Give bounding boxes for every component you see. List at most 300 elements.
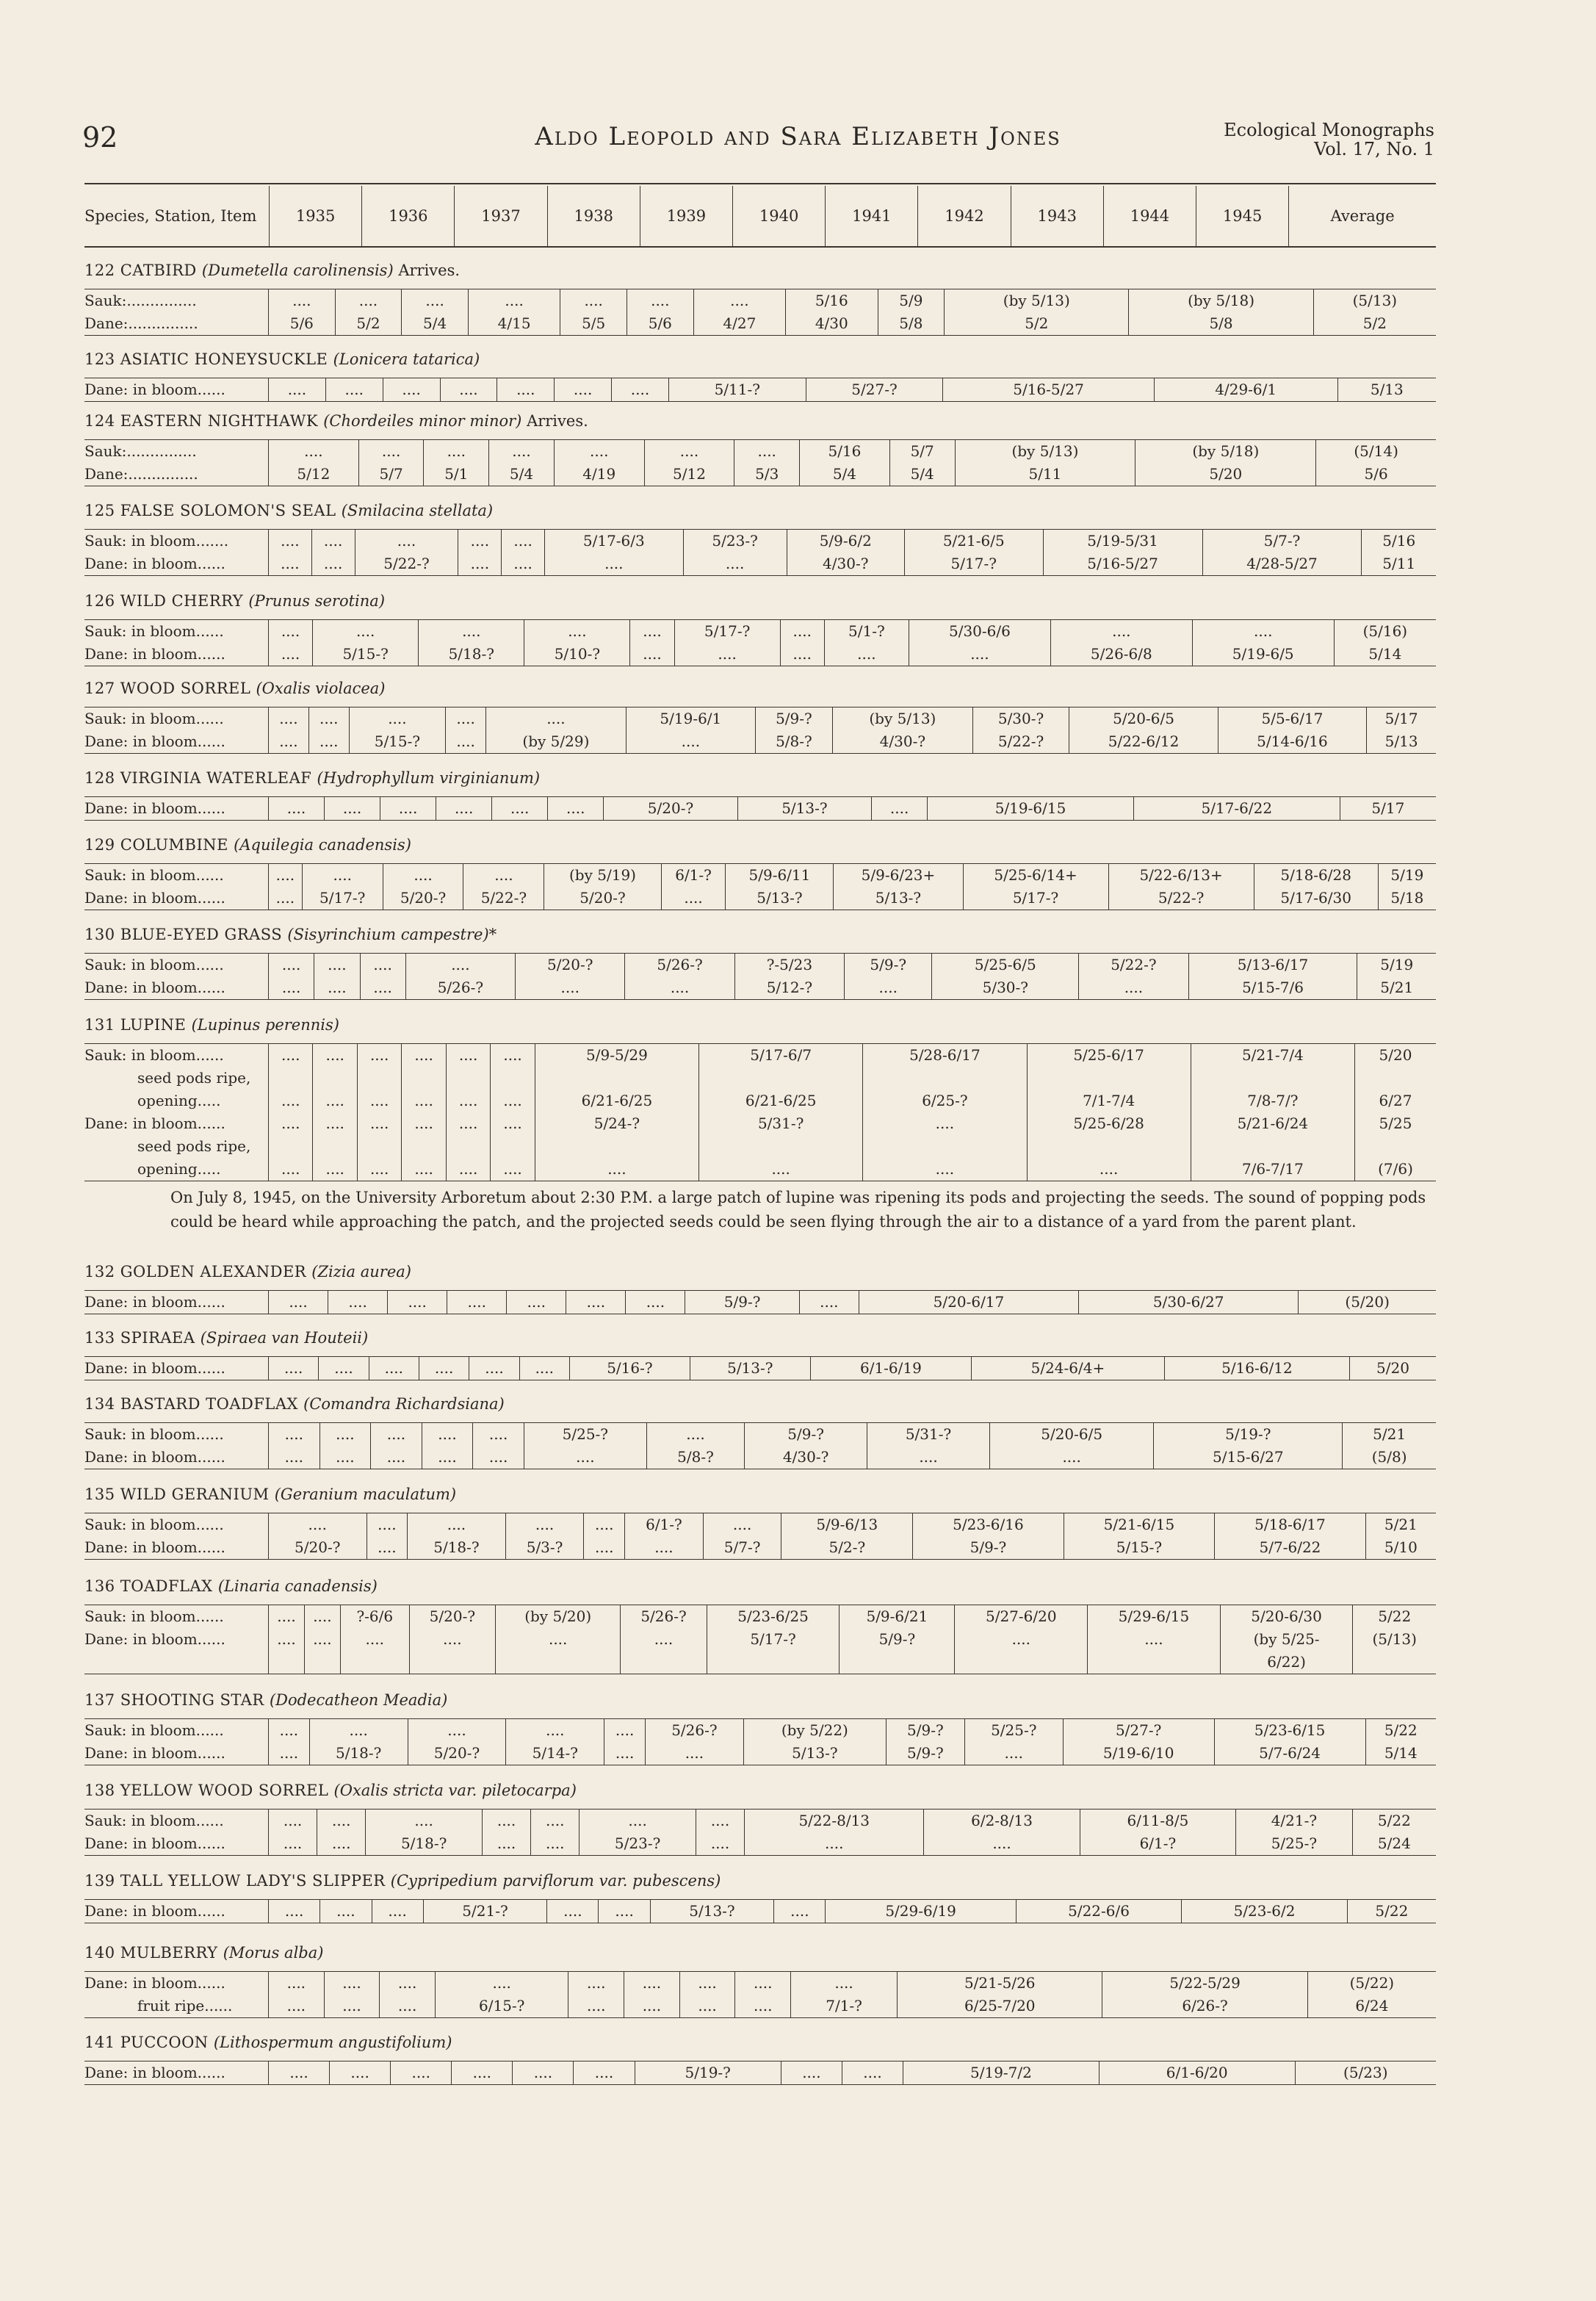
table-cell: ....: [408, 1719, 506, 1743]
species-heading: [84, 836, 1436, 854]
species-data-table: [84, 863, 1436, 910]
table-cell: 5/7-6/22: [1215, 1536, 1366, 1560]
column-header-1944: 1944: [1103, 186, 1196, 246]
species-scientific-name: (Lonicera tatarica): [333, 350, 480, 368]
table-cell: 4/30-?: [832, 730, 972, 754]
table-cell: 5/13-?: [650, 1900, 773, 1923]
table-cell: 5/13: [1367, 730, 1436, 754]
table-cell: 5/31-?: [699, 1112, 863, 1135]
table-cell: [839, 1651, 955, 1674]
row-label: Dane: in bloom......: [84, 889, 225, 907]
journal-info: [1224, 120, 1434, 159]
table-cell: [409, 1651, 495, 1674]
species-number: 131: [84, 1016, 120, 1034]
table-cell: 6/26-?: [1102, 1995, 1307, 2018]
table-cell: ....: [519, 1357, 569, 1380]
table-cell: ....: [366, 1536, 408, 1560]
table-cell: ....: [308, 730, 349, 754]
species-data-table: [84, 1513, 1436, 1560]
table-cell: ....: [402, 289, 469, 313]
table-cell: 5/9-?: [845, 954, 932, 977]
table-cell: 5/4: [489, 463, 555, 486]
table-cell: ....: [309, 1719, 408, 1743]
row-label: Dane: in bloom......: [84, 1448, 225, 1466]
table-cell: ....: [369, 1357, 419, 1380]
table-cell: ....: [419, 620, 524, 644]
row-label: Sauk:...............: [84, 292, 197, 309]
table-cell: ....: [422, 1446, 473, 1469]
column-header-row: [84, 186, 1436, 246]
table-cell: ....: [328, 1291, 388, 1314]
species-common-name: GOLDEN ALEXANDER: [120, 1263, 312, 1281]
species-common-name: BLUE-EYED GRASS: [120, 926, 288, 943]
table-cell: 5/9-?: [886, 1742, 964, 1765]
table-cell: ....: [683, 552, 787, 576]
table-cell: ....: [531, 1832, 579, 1856]
table-cell: ....: [625, 1536, 704, 1560]
table-row: [84, 1719, 1436, 1743]
table-cell: [863, 1135, 1027, 1158]
table-cell: 5/13-?: [737, 797, 871, 821]
table-cell: 5/25-6/5: [932, 954, 1079, 977]
table-cell: 5/26-?: [621, 1605, 707, 1629]
species-heading: [84, 2034, 1436, 2051]
species-heading: [84, 1016, 1436, 1034]
table-cell: ....: [863, 1158, 1027, 1181]
table-cell: ....: [269, 1719, 310, 1743]
table-cell: ....: [696, 1810, 744, 1833]
species-common-name: YELLOW WOOD SORREL: [120, 1782, 334, 1799]
table-cell: ....: [269, 1810, 317, 1833]
table-cell: 5/22: [1352, 1810, 1436, 1833]
table-cell: 5/10-?: [524, 643, 630, 666]
table-cell: [1027, 1135, 1191, 1158]
table-cell: (by 5/18): [1129, 289, 1313, 313]
table-row: [84, 1446, 1436, 1469]
table-cell: (by 5/20): [496, 1605, 621, 1629]
row-label: Dane: in bloom......: [84, 732, 225, 750]
table-cell: ....: [349, 707, 446, 731]
table-cell: 5/12-?: [734, 976, 844, 1000]
table-cell: ....: [380, 797, 436, 821]
table-cell: 6/2-8/13: [924, 1810, 1080, 1833]
species-common-name: WOOD SORREL: [120, 680, 256, 697]
species-number: 138: [84, 1782, 120, 1799]
species-scientific-name: (Prunus serotina): [248, 592, 386, 610]
row-label: Dane: in bloom......: [84, 1359, 225, 1377]
table-cell: 5/7-?: [703, 1536, 781, 1560]
column-header-1937: 1937: [455, 186, 547, 246]
table-row: [84, 552, 1436, 576]
table-cell: 5/14-6/16: [1218, 730, 1366, 754]
table-cell: ....: [402, 1044, 446, 1067]
table-cell: ....: [502, 530, 545, 553]
table-cell: [357, 1135, 401, 1158]
species-scientific-name: (Spiraea van Houteii): [200, 1329, 369, 1347]
column-header-1943: 1943: [1011, 186, 1103, 246]
table-cell: 5/26-?: [646, 1719, 744, 1743]
table-cell: (5/22): [1307, 1972, 1436, 1995]
table-cell: 5/13-?: [743, 1742, 886, 1765]
table-row: [84, 530, 1436, 553]
table-cell: ....: [492, 797, 548, 821]
table-cell: 5/25-6/17: [1027, 1044, 1191, 1067]
table-cell: (by 5/18): [1135, 440, 1316, 464]
table-row: [84, 1090, 1436, 1112]
table-cell: 5/13-?: [726, 887, 834, 910]
table-cell: ....: [693, 289, 785, 313]
table-cell: 5/5-6/17: [1218, 707, 1366, 731]
table-cell: ....: [269, 1044, 313, 1067]
table-cell: 5/20-?: [516, 954, 625, 977]
table-row: [84, 1513, 1436, 1537]
table-cell: ....: [313, 1112, 357, 1135]
species-heading: [84, 262, 1436, 279]
table-cell: 5/17-?: [904, 552, 1043, 576]
table-cell: ....: [357, 1090, 401, 1112]
species-scientific-name: (Sisyrinchium campestre): [287, 926, 489, 943]
table-cell: ....: [269, 1423, 320, 1447]
species-heading: [84, 1782, 1436, 1799]
table-cell: ....: [409, 1628, 495, 1651]
table-cell: ....: [845, 976, 932, 1000]
table-cell: ....: [446, 1158, 490, 1181]
row-label: Dane: in bloom......: [84, 1630, 225, 1648]
table-cell: [1088, 1651, 1221, 1674]
table-cell: ....: [574, 2061, 635, 2085]
table-cell: [402, 1135, 446, 1158]
table-row: [84, 864, 1436, 887]
table-cell: ....: [304, 1605, 340, 1629]
table-cell: ?-6/6: [340, 1605, 409, 1629]
table-row: [84, 707, 1436, 731]
table-cell: ....: [269, 976, 314, 1000]
table-cell: 5/30-6/6: [909, 620, 1050, 644]
table-cell: ....: [269, 1446, 320, 1469]
row-label: Sauk: in bloom......: [84, 622, 224, 640]
table-cell: ....: [745, 1832, 924, 1856]
species-number: 127: [84, 680, 120, 697]
species-number: 132: [84, 1263, 120, 1281]
table-cell: ....: [560, 289, 627, 313]
column-header-1936: 1936: [362, 186, 455, 246]
table-cell: 4/30-?: [745, 1446, 867, 1469]
table-cell: 5/25-?: [1236, 1832, 1353, 1856]
table-cell: [863, 1067, 1027, 1090]
table-cell: 5/27-?: [1063, 1719, 1214, 1743]
table-cell: ....: [269, 1158, 313, 1181]
table-cell: ....: [314, 976, 360, 1000]
row-label: fruit ripe......: [137, 1997, 233, 2014]
species-scientific-name: (Smilacina stellata): [341, 502, 494, 519]
table-cell: 5/27-?: [806, 378, 943, 402]
species-heading: [84, 1577, 1436, 1595]
species-data-table: [84, 1422, 1436, 1469]
table-cell: 5/9-6/11: [726, 864, 834, 887]
species-heading: [84, 926, 1436, 943]
table-cell: ....: [436, 797, 492, 821]
table-cell: 5/12: [269, 463, 359, 486]
table-cell: 5/29-6/15: [1088, 1605, 1221, 1629]
table-cell: ....: [604, 1742, 646, 1765]
table-row: [84, 463, 1436, 486]
table-cell: 5/25-6/28: [1027, 1112, 1191, 1135]
table-cell: 5/17: [1367, 707, 1436, 731]
row-label: Dane: in bloom......: [84, 979, 225, 996]
table-cell: 5/9-?: [839, 1628, 955, 1651]
table-cell: ....: [630, 620, 674, 644]
table-cell: ....: [735, 1995, 791, 2018]
row-label: Sauk: in bloom......: [84, 1607, 224, 1625]
table-cell: ....: [491, 1044, 535, 1067]
table-cell: 5/25-6/14+: [963, 864, 1108, 887]
row-label: Sauk: in bloom......: [84, 1425, 224, 1443]
table-cell: 5/13-?: [834, 887, 963, 910]
table-cell: ....: [579, 1810, 696, 1833]
table-row: [84, 730, 1436, 754]
table-cell: 7/8-7/?: [1191, 1090, 1354, 1112]
table-cell: 5/27-6/20: [955, 1605, 1088, 1629]
table-cell: [535, 1067, 698, 1090]
table-cell: ....: [408, 1513, 506, 1537]
table-cell: ....: [625, 976, 734, 1000]
table-cell: [313, 1135, 357, 1158]
table-cell: ....: [371, 1446, 422, 1469]
table-cell: ....: [340, 1628, 409, 1651]
table-row: [84, 1357, 1436, 1380]
table-cell: ....: [269, 730, 309, 754]
table-cell: [1191, 1067, 1354, 1090]
table-cell: 5/18-6/28: [1254, 864, 1378, 887]
table-cell: ....: [313, 1044, 357, 1067]
table-cell: ....: [646, 1742, 744, 1765]
table-cell: ....: [473, 1423, 524, 1447]
species-heading: [84, 350, 1436, 368]
table-cell: ....: [824, 643, 909, 666]
species-scientific-name: (Aquilegia canadensis): [234, 836, 411, 854]
species-heading: [84, 1944, 1436, 1962]
table-row: [84, 289, 1436, 313]
table-cell: 5/21-6/5: [904, 530, 1043, 553]
table-cell: ....: [313, 620, 419, 644]
table-cell: ....: [357, 1112, 401, 1135]
table-cell: 5/2: [945, 312, 1129, 336]
table-cell: ....: [955, 1628, 1088, 1651]
table-cell: 5/29-6/19: [826, 1900, 1016, 1923]
table-cell: [1353, 1651, 1436, 1674]
table-cell: 5/10: [1365, 1536, 1436, 1560]
table-cell: ....: [319, 1446, 371, 1469]
table-cell: 5/30-6/27: [1079, 1291, 1299, 1314]
table-cell: ....: [360, 954, 405, 977]
table-cell: 5/16-5/27: [943, 378, 1154, 402]
species-scientific-name: (Hydrophyllum virginianum): [317, 769, 541, 787]
table-cell: [1354, 1135, 1436, 1158]
species-common-name: WILD CHERRY: [120, 592, 249, 610]
table-cell: ....: [909, 643, 1050, 666]
species-heading: [84, 680, 1436, 697]
table-cell: (by 5/13): [832, 707, 972, 731]
table-cell: 5/20: [1350, 1357, 1436, 1380]
species-data-table: [84, 796, 1436, 821]
table-cell: [1354, 1067, 1436, 1090]
table-cell: 4/19: [554, 463, 644, 486]
table-cell: 5/23-6/25: [707, 1605, 839, 1629]
table-cell: 5/21: [1343, 1423, 1436, 1447]
table-row: [84, 1158, 1436, 1181]
row-label: Dane: in bloom......: [84, 1744, 225, 1762]
species-common-name: FALSE SOLOMON'S SEAL: [120, 502, 342, 519]
table-cell: ....: [661, 887, 726, 910]
table-row: [84, 976, 1436, 1000]
table-cell: ....: [545, 552, 684, 576]
table-cell: ....: [269, 887, 303, 910]
table-cell: 5/4: [889, 463, 955, 486]
table-cell: ....: [535, 1158, 698, 1181]
table-cell: 5/19-6/5: [1192, 643, 1334, 666]
table-cell: ....: [554, 440, 644, 464]
species-heading: [84, 502, 1436, 519]
table-cell: ....: [269, 1972, 325, 1995]
table-row: [84, 2061, 1436, 2085]
species-number: 124: [84, 412, 120, 430]
table-cell: ....: [269, 1291, 328, 1314]
table-cell: ....: [458, 530, 502, 553]
table-cell: [269, 1067, 313, 1090]
table-cell: ....: [491, 1112, 535, 1135]
table-cell: ....: [491, 1090, 535, 1112]
table-cell: 5/16: [800, 440, 890, 464]
table-row: [84, 1832, 1436, 1856]
table-cell: 6/25-7/20: [898, 1995, 1102, 2018]
table-cell: ....: [780, 620, 824, 644]
row-label: Dane:...............: [84, 314, 198, 332]
table-row: [84, 312, 1436, 336]
column-header-rule: [84, 246, 1436, 248]
table-cell: ....: [424, 440, 489, 464]
table-cell: 5/1-?: [824, 620, 909, 644]
table-cell: [1191, 1135, 1354, 1158]
column-header-1935: 1935: [270, 186, 362, 246]
table-cell: [269, 1651, 305, 1674]
table-cell: 6/25-?: [863, 1090, 1027, 1112]
table-cell: (5/23): [1295, 2061, 1436, 2085]
table-cell: ....: [313, 1158, 357, 1181]
table-cell: 6/1-6/20: [1099, 2061, 1295, 2085]
row-label: Sauk: in bloom......: [84, 1812, 224, 1829]
table-cell: (by 5/22): [743, 1719, 886, 1743]
table-cell: (5/13): [1353, 1628, 1436, 1651]
table-cell: ....: [402, 1158, 446, 1181]
species-number: 139: [84, 1872, 120, 1890]
species-scientific-name: (Zizia aurea): [311, 1263, 411, 1281]
table-cell: [707, 1651, 839, 1674]
table-cell: 5/3-?: [505, 1536, 584, 1560]
table-cell: 5/18-?: [309, 1742, 408, 1765]
table-cell: 5/25-?: [524, 1423, 646, 1447]
row-label: Dane: in bloom......: [84, 1974, 225, 1992]
table-cell: ....: [269, 2061, 330, 2085]
table-row: [84, 1067, 1436, 1090]
table-cell: 5/22-?: [1079, 954, 1188, 977]
table-cell: ....: [630, 643, 674, 666]
species-note: Arrives.: [521, 412, 588, 430]
table-cell: ....: [624, 1972, 680, 1995]
table-cell: 4/28-5/27: [1202, 552, 1362, 576]
table-cell: 5/28-6/17: [863, 1044, 1027, 1067]
table-cell: 4/21-?: [1236, 1810, 1353, 1833]
table-cell: ....: [269, 1900, 320, 1923]
table-cell: 5/19-7/2: [903, 2061, 1099, 2085]
table-cell: ....: [435, 1972, 568, 1995]
table-cell: ....: [482, 1832, 530, 1856]
species-scientific-name: (Comandra Richardsiana): [303, 1395, 505, 1413]
table-cell: ....: [269, 643, 313, 666]
table-cell: ....: [774, 1900, 826, 1923]
species-heading: [84, 592, 1436, 610]
table-cell: ....: [524, 620, 630, 644]
table-row: [84, 1995, 1436, 2018]
table-cell: 5/21: [1365, 1513, 1436, 1537]
table-cell: (by 5/25-: [1220, 1628, 1353, 1651]
species-scientific-name: (Lupinus perennis): [191, 1016, 339, 1034]
column-header-1942: 1942: [918, 186, 1011, 246]
row-label: seed pods ripe,: [137, 1069, 251, 1087]
table-row: [84, 1605, 1436, 1629]
table-cell: ....: [325, 378, 383, 402]
table-cell: 5/6: [627, 312, 694, 336]
table-cell: ....: [330, 2061, 391, 2085]
table-row: [84, 643, 1436, 666]
table-cell: ....: [366, 1513, 408, 1537]
table-cell: 5/19-?: [635, 2061, 781, 2085]
table-cell: 5/23-?: [683, 530, 787, 553]
table-cell: ....: [357, 1158, 401, 1181]
table-cell: 5/23-6/16: [913, 1513, 1064, 1537]
table-cell: ....: [402, 1090, 446, 1112]
table-cell: ....: [555, 378, 612, 402]
table-cell: ....: [402, 1112, 446, 1135]
table-cell: 5/11-?: [668, 378, 806, 402]
journal-name: Ecological Monographs: [1224, 120, 1434, 140]
table-cell: ....: [863, 1112, 1027, 1135]
species-number: 128: [84, 769, 120, 787]
species-common-name: PUCCOON: [120, 2034, 214, 2051]
table-cell: ....: [302, 864, 383, 887]
table-cell: 5/7-6/24: [1214, 1742, 1365, 1765]
table-cell: 6/1-?: [1080, 1832, 1235, 1856]
table-cell: 5/20-?: [604, 797, 737, 821]
table-cell: ....: [626, 730, 755, 754]
table-cell: 5/20-?: [408, 1742, 506, 1765]
table-cell: ....: [324, 1972, 380, 1995]
table-row: [84, 1651, 1436, 1674]
table-cell: 5/20-6/17: [859, 1291, 1078, 1314]
table-cell: ....: [335, 289, 402, 313]
table-cell: ....: [964, 1742, 1063, 1765]
table-cell: ....: [311, 552, 355, 576]
table-cell: 4/15: [468, 312, 560, 336]
table-cell: 5/17-6/7: [699, 1044, 863, 1067]
table-cell: ....: [644, 440, 734, 464]
row-label: Sauk: in bloom.......: [84, 532, 229, 550]
table-cell: ....: [358, 440, 424, 464]
table-cell: ....: [679, 1995, 735, 2018]
table-cell: 5/18-?: [408, 1536, 506, 1560]
table-cell: 5/7-?: [1202, 530, 1362, 553]
table-cell: 5/15-?: [1064, 1536, 1215, 1560]
table-cell: 5/19: [1378, 864, 1436, 887]
